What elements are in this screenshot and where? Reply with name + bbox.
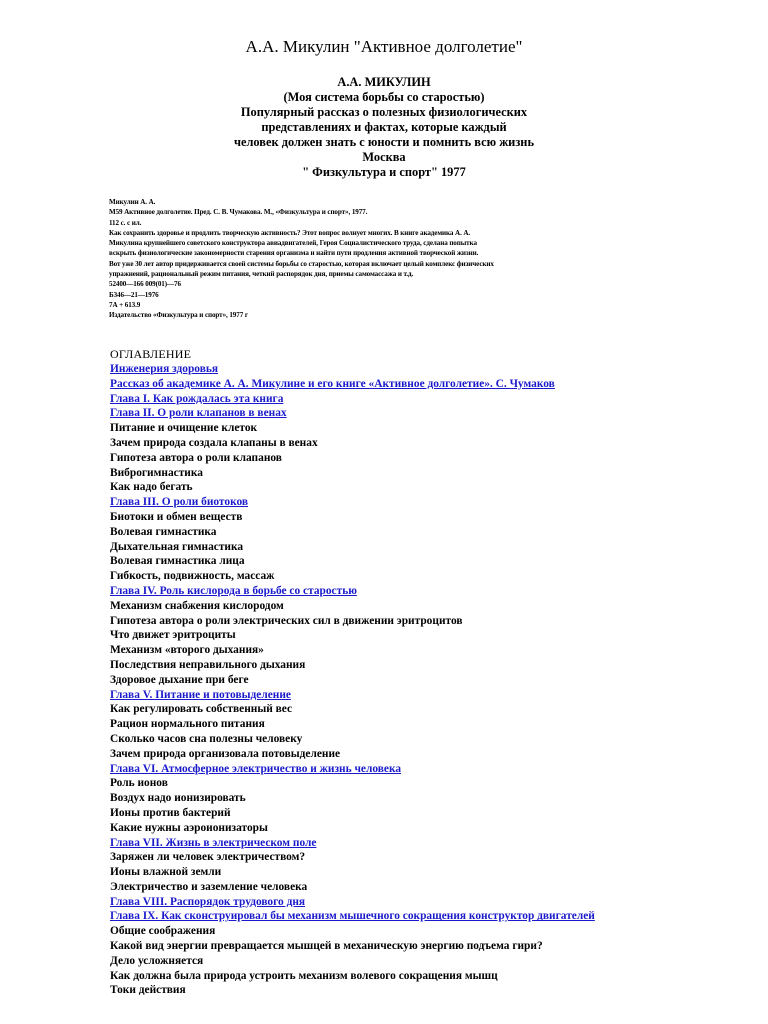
biblio-line: М59 Активное долголетие. Пред. С. В. Чумакова. М., «Физкультура и спорт», 1977.	[109, 208, 368, 217]
author-name: А.А. МИКУЛИН	[337, 75, 431, 89]
toc-section-item: Последствия неправильного дыхания	[110, 658, 306, 671]
toc-section-item: Зачем природа создала клапаны в венах	[110, 436, 318, 449]
toc-section-item: Воздух надо ионизировать	[110, 792, 246, 805]
toc-section-item: Ионы против бактерий	[110, 806, 231, 819]
toc-section-item: Электричество и заземление человека	[110, 880, 308, 893]
toc-heading: ОГЛАВЛЕНИЕ	[110, 347, 192, 361]
toc-section-item: Заряжен ли человек электричеством?	[110, 851, 306, 864]
document-title: А.А. Микулин "Активное долголетие"	[245, 37, 523, 56]
toc-section-item: Ионы влажной земли	[110, 866, 222, 879]
biblio-line: Издательство «Физкультура и спорт», 1977 г	[109, 311, 248, 320]
toc-chapter-link[interactable]: Глава IV. Роль кислорода в борьбе со старостью	[110, 584, 357, 597]
biblio-line: Вот уже 30 лет автор придерживается своей системы борьбы со старостью, которая включает целый комплекс физических	[109, 259, 494, 268]
toc-chapter-link[interactable]: Глава VIII. Распорядок трудового дня	[110, 895, 306, 908]
toc-section-item: Как должна была природа устроить механизм волевого сокращения мышц	[110, 969, 498, 982]
book-subtitle: (Моя система борьбы со старостью)	[283, 90, 485, 104]
book-title-block	[0, 75, 768, 180]
toc-chapter-link[interactable]: Глава VII. Жизнь в электрическом поле	[110, 836, 317, 849]
biblio-line: вскрыть физиологические закономерности старения организма и найти пути продления активной творческой жизни.	[109, 249, 479, 258]
toc-chapter-link[interactable]: Глава III. О роли биотоков	[110, 496, 249, 509]
toc-section-item: Сколько часов сна полезны человеку	[110, 732, 303, 745]
toc-section-item: Механизм «второго дыхания»	[110, 644, 264, 657]
toc-section-item: Дыхательная гимнастика	[110, 540, 244, 553]
toc-section-item: Как регулировать собственный вес	[110, 703, 293, 716]
book-description-line: Популярный рассказ о полезных физиологических	[240, 105, 528, 119]
toc-chapter-link[interactable]: Глава II. О роли клапанов в венах	[110, 407, 287, 420]
toc-section-item: Гипотеза автора о роли электрических сил в движении эритроцитов	[110, 614, 463, 627]
toc-chapter-link[interactable]: Глава V. Питание и потовыделение	[110, 688, 291, 701]
toc-section-item: Механизм снабжения кислородом	[110, 599, 284, 612]
toc-section-item: Гипотеза автора о роли клапанов	[110, 451, 282, 464]
toc-section-item: Здоровое дыхание при беге	[110, 673, 249, 686]
toc-chapter-link[interactable]: Глава VI. Атмосферное электричество и жизнь человека	[110, 762, 402, 775]
biblio-line: Как сохранить здоровье и продлить творческую активность? Этот вопрос волнует многих. В книге академика А. А.	[109, 228, 471, 237]
toc-section-item: Волевая гимнастика	[110, 525, 217, 538]
toc-chapter-link[interactable]: Глава I. Как рождалась эта книга	[110, 392, 284, 405]
publisher-year: " Физкультура и спорт" 1977	[302, 165, 466, 179]
toc-section-item: Виброгимнастика	[110, 466, 203, 479]
toc-section-item: Гибкость, подвижность, массаж	[110, 570, 275, 583]
toc-chapter-link[interactable]: Инженерия здоровья	[110, 363, 219, 375]
toc-section-item: Питание и очищение клеток	[110, 422, 258, 435]
toc-section-item: Какие нужны аэроионизаторы	[110, 821, 268, 834]
toc-section-item: Зачем природа организовала потовыделение	[110, 747, 341, 760]
bibliographic-record	[109, 197, 669, 321]
toc-section-item: Как надо бегать	[110, 481, 193, 494]
biblio-line: Микулина крупнейшего советского конструктора авиадвигателей, Героя Социалистического труда, сделана попытка	[109, 239, 477, 248]
toc-section-item: Биотоки и обмен веществ	[110, 510, 243, 523]
toc-section-item: Рацион нормального питания	[110, 718, 265, 731]
book-description-line: человек должен знать с юности и помнить всю жизнь	[233, 135, 534, 149]
toc-section-item: Дело усложняется	[110, 954, 204, 967]
toc-section-item: Общие соображения	[110, 925, 216, 938]
publication-city: Москва	[362, 150, 406, 164]
biblio-line: 112 с. с ил.	[109, 218, 142, 227]
table-of-contents	[110, 362, 710, 998]
toc-section-item: Что движет эритроциты	[110, 629, 236, 642]
toc-section-item: Роль ионов	[110, 777, 168, 790]
toc-section-item: Токи действия	[110, 984, 186, 997]
toc-chapter-link[interactable]: Рассказ об академике А. А. Микулине и его книге «Активное долголетие». С. Чумаков	[110, 377, 555, 390]
biblio-line: 52400—166 009(01)—76	[109, 280, 181, 289]
biblio-line: Микулин А. А.	[109, 198, 156, 206]
biblio-line: Б346—21—1976	[109, 290, 159, 299]
toc-section-item: Какой вид энергии превращается мышцей в механическую энергию подъема гири?	[110, 940, 543, 953]
book-description-line: представлениях и фактах, которые каждый	[261, 120, 507, 134]
toc-section-item: Волевая гимнастика лица	[110, 555, 245, 568]
toc-chapter-link[interactable]: Глава IX. Как сконструировал бы механизм мышечного сокращения конструктор двигателей	[110, 910, 595, 923]
biblio-line: 7А + 613.9	[109, 300, 141, 309]
biblio-line: упражнений, рациональный режим питания, четкий распорядок дня, приемы самомассажа и т.д.	[109, 270, 414, 279]
